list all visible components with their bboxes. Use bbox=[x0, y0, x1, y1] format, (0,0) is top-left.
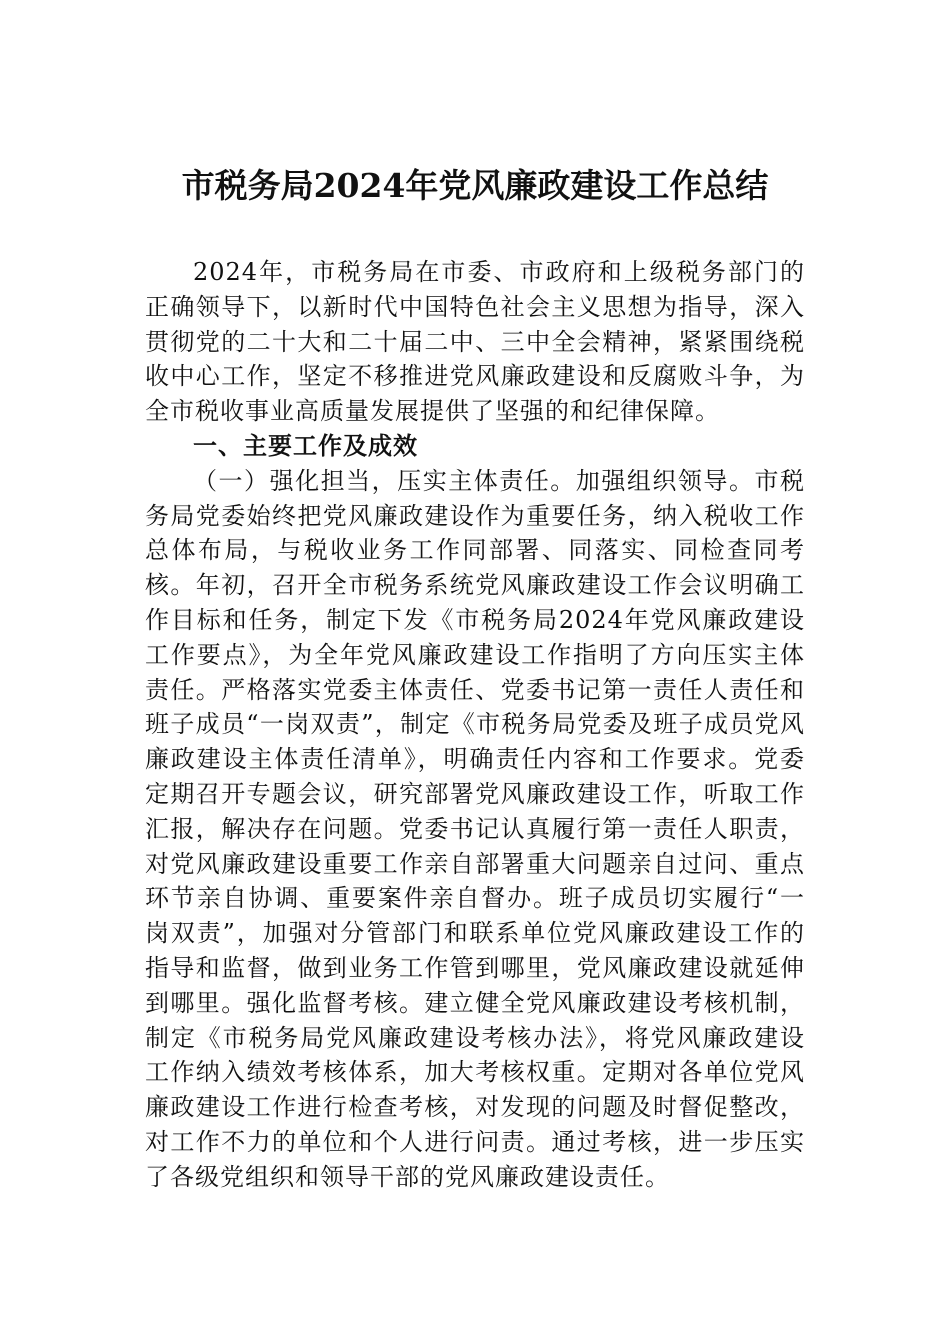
section-paragraph: （一）强化担当，压实主体责任。加强组织领导。市税务局党委始终把党风廉政建设作为重要任务，纳入税收工作总体布局，与税收业务工作同部署、同落实、同检查同考核。年初，召开全市税务系统党风廉政建设工作会议明确工作目标和任务，制定下发《市税务局2024年党风廉政建设工作要点》，为全年党风廉政建设工作指明了方向压实主体责任。严格落实党委主体责任、党委书记第一责任人责任和班子成员“一岗双责”，制定《市税务局党委及班子成员党风廉政建设主体责任清单》，明确责任内容和工作要求。党委定期召开专题会议，研究部署党风廉政建设工作，听取工作汇报，解决存在问题。党委书记认真履行第一责任人职责，对党风廉政建设重要工作亲自部署重大问题亲自过问、重点环节亲自协调、重要案件亲自督办。班子成员切实履行“一岗双责”，加强对分管部门和联系单位党风廉政建设工作的指导和监督，做到业务工作管到哪里，党风廉政建设就延伸到哪里。强化监督考核。建立健全党风廉政建设考核机制，制定《市税务局党风廉政建设考核办法》，将党风廉政建设工作纳入绩效考核体系，加大考核权重。定期对各单位党风廉政建设工作进行检查考核，对发现的问题及时督促整改，对工作不力的单位和个人进行问责。通过考核，进一步压实了各级党组织和领导干部的党风廉政建设责任。 bbox=[145, 466, 805, 1191]
document-title: 市税务局2024年党风廉政建设工作总结 bbox=[181, 166, 769, 205]
intro-paragraph: 2024年，市税务局在市委、市政府和上级税务部门的正确领导下，以新时代中国特色社会主义思想为指导，深入贯彻党的二十大和二十届二中、三中全会精神，紧紧围绕税收中心工作，坚定不移推进党风廉政建设和反腐败斗争，为全市税收事业高质量发展提供了坚强的和纪律保障。 bbox=[145, 258, 805, 426]
document-body bbox=[145, 255, 805, 1195]
section-heading: 一、主要工作及成效 bbox=[193, 431, 418, 460]
